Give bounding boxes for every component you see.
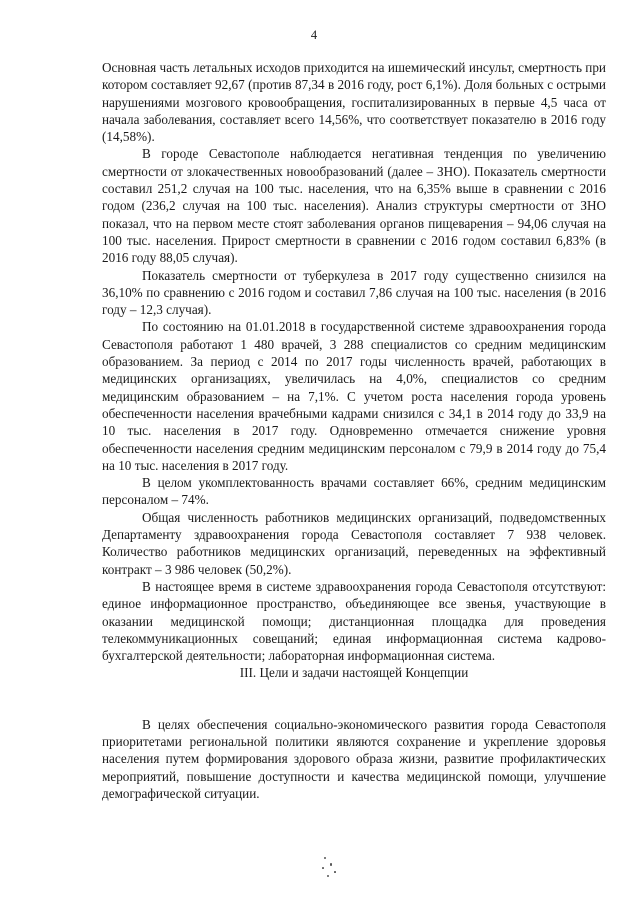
section-heading: III. Цели и задачи настоящей Концепции xyxy=(239,665,469,681)
scan-speck-marks xyxy=(318,855,348,885)
paragraph-regional-priorities: В целях обеспечения социально-экономического развития города Севастополя приоритетами региональной политики являются сохранение и укрепление здоровья населения путем формирования здорового образа жизни, развитие профилактических мероприятий, повышение доступности и качества медицинской помощи, улучшение демографической ситуации. xyxy=(102,716,606,801)
paragraph-stroke-mortality: Основная часть летальных исходов приходится на ишемический инсульт, смертность при котором составляет 92,67 (против 87,34 в 2016 году, рост 6,1%). Доля больных с острыми нарушениями мозгового кровообращения, госпитализированных в первые 4,5 часа от начала заболевания, составляет всего 14,56%, что соответствует показателю в 2016 году (14,58%). xyxy=(102,60,606,145)
heading-spacer xyxy=(102,682,606,716)
paragraph-total-employees: Общая численность работников медицинских организаций, подведомственных Департаменту здравоохранения города Севастополя составляет 7 938 человек. Количество работников медицинских организаций, переведенных на эффективный контракт – 3 986 человек (50,2%). xyxy=(102,509,606,577)
page-number: 4 xyxy=(310,28,318,42)
paragraph-tuberculosis-mortality: Показатель смертности от туберкулеза в 2017 году существенно снизился на 36,10% по сравнению с 2016 годом и составил 7,86 случая на 100 тыс. населения (в 2016 году – 12,3 случая). xyxy=(102,267,606,318)
paragraph-information-systems: В настоящее время в системе здравоохранения города Севастополя отсутствуют: единое информационное пространство, объединяющее все звенья, участвующие в оказании медицинской помощи; дистанционная площадка для проведения телекоммуникационных совещаний; единая информационная система кадрово-бухгалтерской деятельности; лабораторная информационная система. xyxy=(102,578,606,664)
paragraph-staff-completeness: В целом укомплектованность врачами составляет 66%, средним медицинским персоналом – 74%. xyxy=(102,475,606,508)
paragraph-cancer-mortality: В городе Севастополе наблюдается негативная тенденция по увеличению смертности от злокачественных новообразований (далее – ЗНО). Показатель смертности составил 251,2 случая на 100 тыс. населения, что на 6,35% выше в сравнении с 2016 годом (236,2 случая на 100 тыс. населения). Анализ структуры смертности от ЗНО показал, что на первом месте стоят заболевания органов пищеварения – 94,06 случая на 100 тыс. населения. Прирост смертности в сравнении с 2016 годом составил 6,83% (в 2016 году 88,05 случая). xyxy=(102,146,606,266)
document-body xyxy=(102,59,606,802)
paragraph-staffing-levels: По состоянию на 01.01.2018 в государственной системе здравоохранения города Севастополя работают 1 480 врачей, 3 288 специалистов со средним медицинским образованием. За период с 2014 по 2017 годы численность врачей, работающих в медицинских организациях, увеличилась на 4,0%, специалистов со средним медицинским образованием – на 7,1%. С учетом роста населения города уровень обеспеченности населения врачебными кадрами снизился с 34,1 в 2014 году до 33,9 на 10 тыс. населения в 2017 году. Одновременно отмечается снижение уровня обеспеченности населения средним медицинским персоналом с 79,9 в 2014 году до 75,4 на 10 тыс. населения в 2017 году. xyxy=(102,319,606,473)
